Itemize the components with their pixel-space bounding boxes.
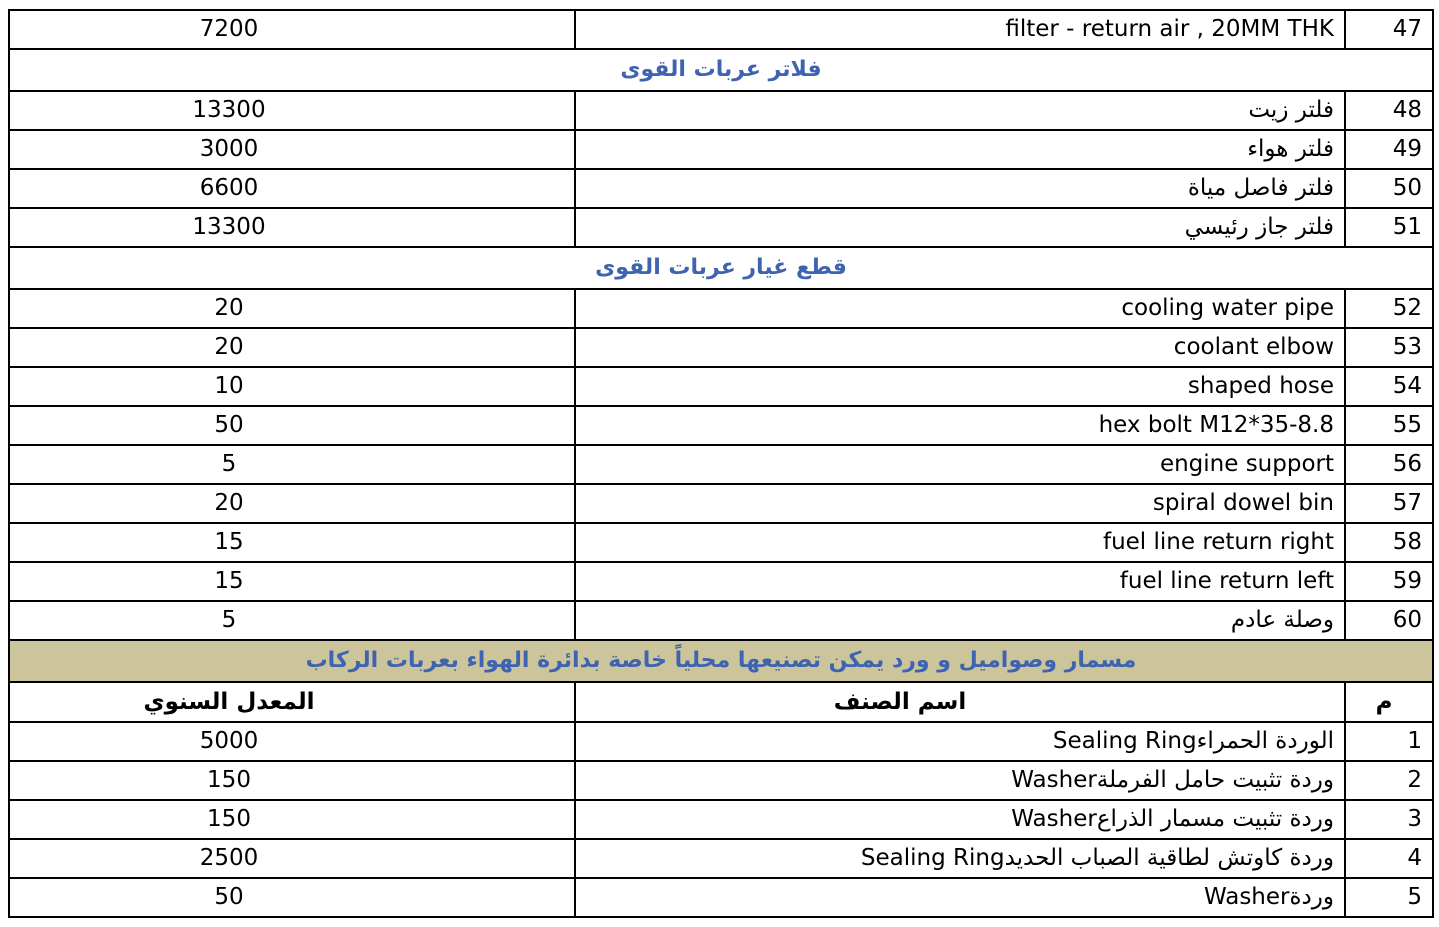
section-title: فلاتر عربات القوى [9,49,1433,91]
table-row [9,523,1433,562]
item-number-cell: 3 [1345,800,1433,839]
item-number-cell: 50 [1345,169,1433,208]
table-row [9,761,1433,800]
table-row [9,800,1433,839]
item-number-cell: 54 [1345,367,1433,406]
table-row [9,328,1433,367]
annual-rate-cell: 20 [9,328,575,367]
item-name-cell: فلتر زيت [575,91,1345,130]
item-number-cell: 56 [1345,445,1433,484]
annual-rate-cell: 2500 [9,839,575,878]
annual-rate-cell: 150 [9,761,575,800]
annual-rate-cell: 5 [9,445,575,484]
item-name-cell: spiral dowel bin [575,484,1345,523]
item-name-cell: الوردة الحمراءSealing Ring [575,722,1345,761]
table-row [9,601,1433,640]
annual-rate-cell: 50 [9,406,575,445]
table-body [9,10,1433,917]
section-title: قطع غيار عربات القوى [9,247,1433,289]
item-name-cell: فلتر هواء [575,130,1345,169]
column-header-rate: المعدل السنوي [9,682,575,722]
section-title-row [9,49,1433,91]
table-row [9,839,1433,878]
data-table [8,9,1434,918]
item-name-cell: وردة كاوتش لطاقية الصباب الحديدSealing Ring [575,839,1345,878]
item-name-cell: filter - return air , 20MM THK [575,10,1345,49]
annual-rate-cell: 13300 [9,208,575,247]
item-number-cell: 51 [1345,208,1433,247]
table-row [9,169,1433,208]
section-title-row [9,247,1433,289]
annual-rate-cell: 50 [9,878,575,917]
table-row [9,130,1433,169]
table-row [9,445,1433,484]
table-row [9,10,1433,49]
item-number-cell: 49 [1345,130,1433,169]
table-row [9,722,1433,761]
item-number-cell: 4 [1345,839,1433,878]
annual-rate-cell: 5 [9,601,575,640]
table-row [9,367,1433,406]
item-name-cell: fuel line return left [575,562,1345,601]
item-number-cell: 1 [1345,722,1433,761]
item-name-cell: فلتر جاز رئيسي [575,208,1345,247]
annual-rate-cell: 15 [9,562,575,601]
table-row [9,406,1433,445]
item-number-cell: 48 [1345,91,1433,130]
annual-rate-cell: 20 [9,289,575,328]
item-name-cell: coolant elbow [575,328,1345,367]
item-number-cell: 59 [1345,562,1433,601]
table-row [9,91,1433,130]
item-number-cell: 2 [1345,761,1433,800]
table-row [9,289,1433,328]
item-number-cell: 47 [1345,10,1433,49]
annual-rate-cell: 6600 [9,169,575,208]
annual-rate-cell: 20 [9,484,575,523]
item-name-cell: cooling water pipe [575,289,1345,328]
annual-rate-cell: 150 [9,800,575,839]
item-name-cell: وردةWasher [575,878,1345,917]
column-header-name: اسم الصنف [575,682,1345,722]
item-number-cell: 58 [1345,523,1433,562]
table-row [9,484,1433,523]
table-row [9,562,1433,601]
annual-rate-cell: 7200 [9,10,575,49]
item-name-cell: فلتر فاصل مياة [575,169,1345,208]
item-name-cell: engine support [575,445,1345,484]
column-header-number: م [1345,682,1433,722]
item-number-cell: 60 [1345,601,1433,640]
item-name-cell: shaped hose [575,367,1345,406]
item-number-cell: 57 [1345,484,1433,523]
annual-rate-cell: 13300 [9,91,575,130]
item-name-cell: وصلة عادم [575,601,1345,640]
item-name-cell: وردة تثبيت حامل الفرملةWasher [575,761,1345,800]
annual-rate-cell: 10 [9,367,575,406]
item-number-cell: 53 [1345,328,1433,367]
annual-rate-cell: 15 [9,523,575,562]
annual-rate-cell: 3000 [9,130,575,169]
item-name-cell: وردة تثبيت مسمار الذراعWasher [575,800,1345,839]
section-title-row [9,640,1433,682]
column-header-row [9,682,1433,722]
item-name-cell: hex bolt M12*35-8.8 [575,406,1345,445]
item-number-cell: 5 [1345,878,1433,917]
table-row [9,208,1433,247]
table-row [9,878,1433,917]
annual-rate-cell: 5000 [9,722,575,761]
item-name-cell: fuel line return right [575,523,1345,562]
item-number-cell: 55 [1345,406,1433,445]
section-title: مسمار وصواميل و ورد يمكن تصنيعها محلياً خاصة بدائرة الهواء بعربات الركاب [9,640,1433,682]
item-number-cell: 52 [1345,289,1433,328]
